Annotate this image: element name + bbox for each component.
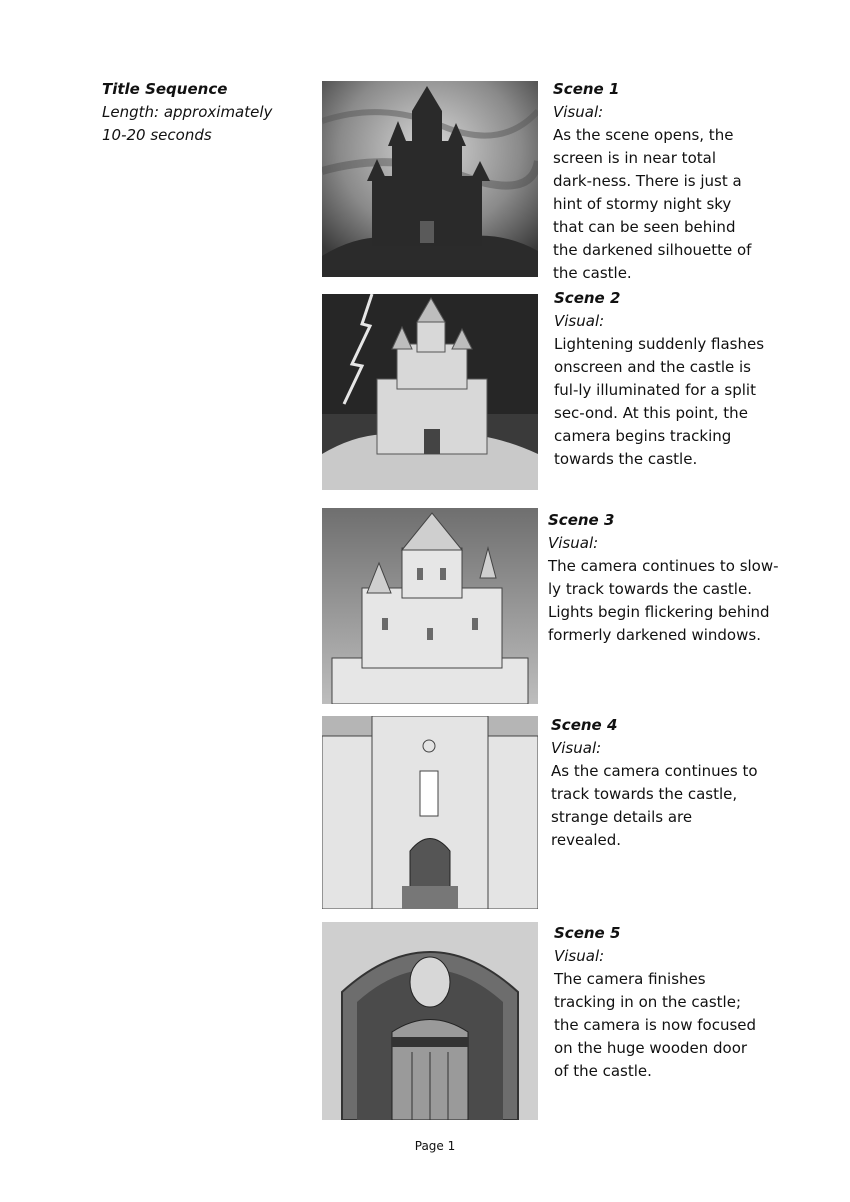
intro-block xyxy=(102,78,302,147)
scene-4-description xyxy=(551,714,786,852)
scene-4-label: Scene 4 xyxy=(551,716,618,734)
scene-2-visual-label: Visual: xyxy=(554,312,605,330)
scene-5-visual-label: Visual: xyxy=(554,947,605,965)
scene-3-text: The camera continues to slow-ly track towards the castle. Lights begin flickering behind formerly darkened windows. xyxy=(548,557,779,644)
scene-4-panel xyxy=(322,716,538,909)
door-figure-icon xyxy=(322,922,538,1120)
scene-5-panel xyxy=(322,922,538,1120)
scene-1-panel xyxy=(322,81,538,277)
scene-2-description xyxy=(554,287,789,471)
scene-5-label: Scene 5 xyxy=(554,924,621,942)
scene-5-text: The camera finishes tracking in on the castle; the camera is now focused on the huge wooden door of the castle. xyxy=(554,970,757,1080)
scene-5-description xyxy=(554,922,789,1083)
lightning-castle-icon xyxy=(322,294,538,490)
scene-1-visual-label: Visual: xyxy=(553,103,604,121)
scene-3-description xyxy=(548,509,783,647)
scene-1-text: As the scene opens, the screen is in near total dark-ness. There is just a hint of stormy night sky that can be seen behind the darkened silhouette of the castle. xyxy=(553,126,752,282)
scene-1-description xyxy=(553,78,788,285)
sequence-duration: 10-20 seconds xyxy=(102,126,212,144)
sequence-title: Title Sequence xyxy=(102,80,228,98)
scene-1-label: Scene 1 xyxy=(553,80,620,98)
dark-castle-silhouette-icon xyxy=(322,81,538,277)
castle-closeup-icon xyxy=(322,508,538,704)
scene-3-label: Scene 3 xyxy=(548,511,615,529)
sequence-length: Length: approximately xyxy=(102,103,273,121)
scene-4-text: As the camera continues to track towards the castle, strange details are revealed. xyxy=(551,762,758,849)
scene-2-panel xyxy=(322,294,538,490)
page-number: Page 1 xyxy=(414,1139,456,1153)
scene-2-text: Lightening suddenly flashes onscreen and the castle is ful-ly illuminated for a split sec-ond. At this point, the camera begins tracking towards the castle. xyxy=(554,335,765,468)
scene-2-label: Scene 2 xyxy=(554,289,621,307)
scene-3-visual-label: Visual: xyxy=(548,534,599,552)
scene-4-visual-label: Visual: xyxy=(551,739,602,757)
castle-gate-icon xyxy=(322,716,538,909)
scene-3-panel xyxy=(322,508,538,704)
